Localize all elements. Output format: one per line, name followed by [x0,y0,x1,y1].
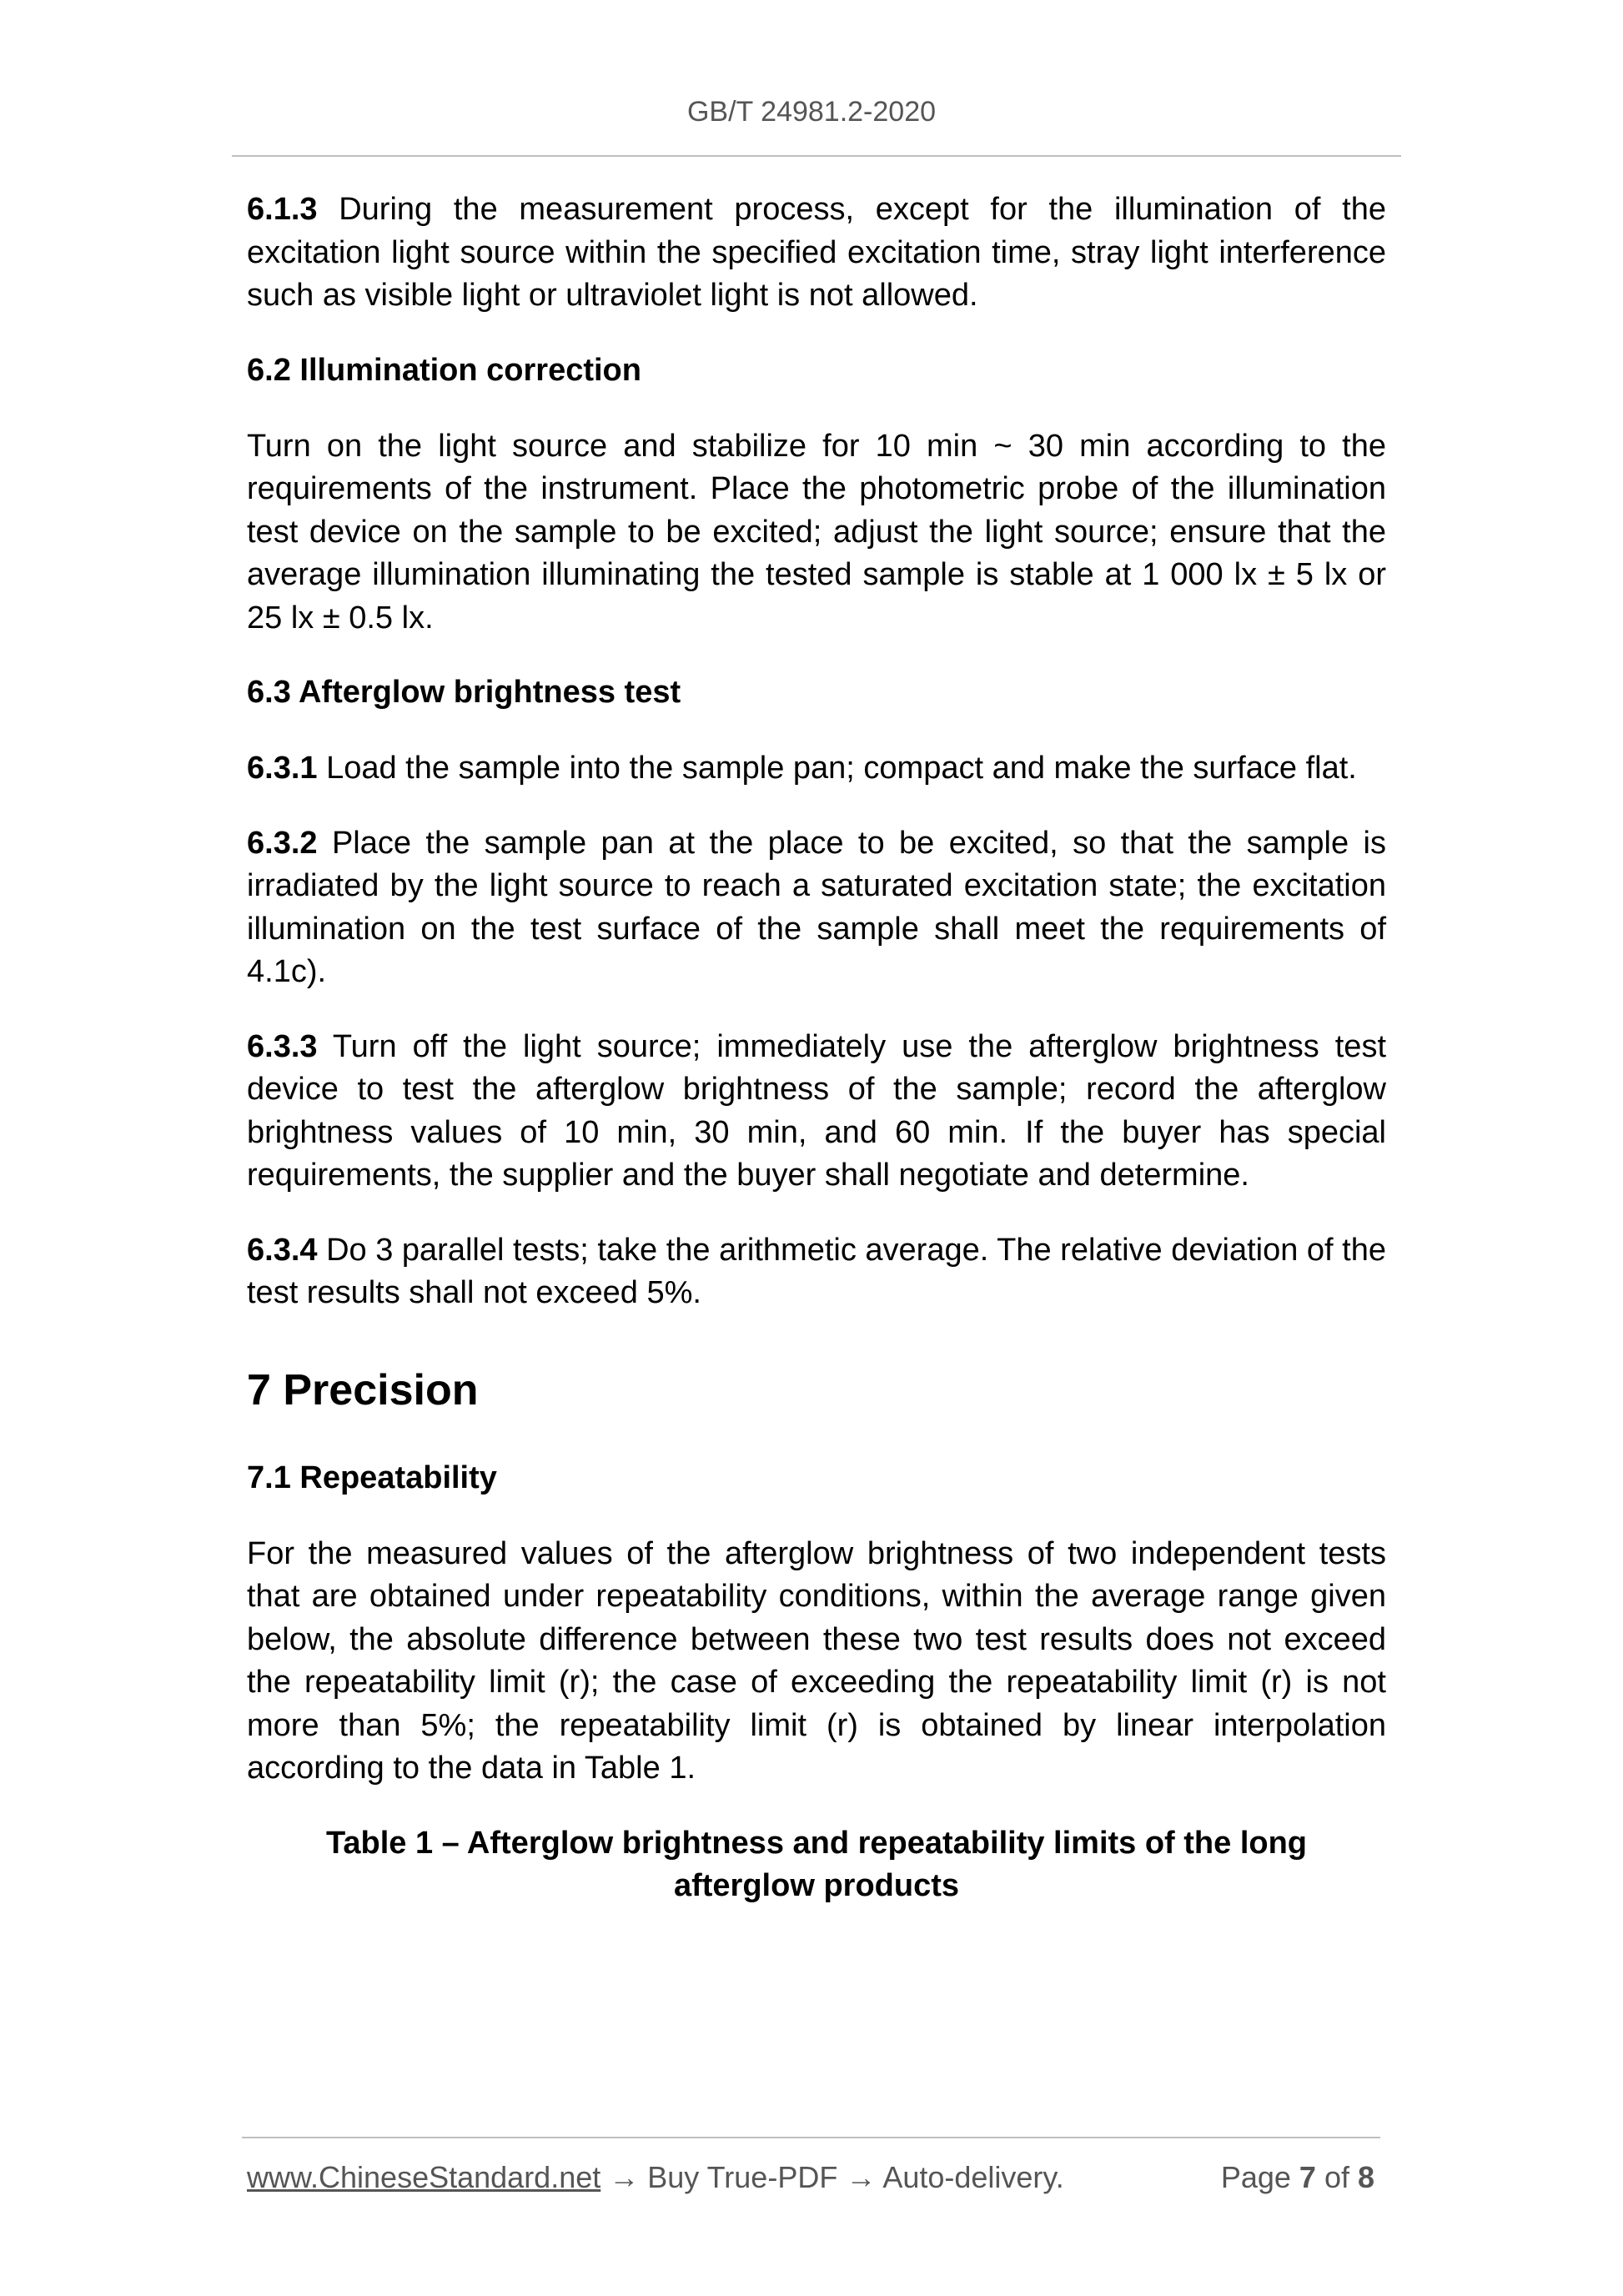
page-content [247,188,1386,1908]
clause-number: 6.3.3 [247,1028,318,1064]
header-divider [232,155,1401,157]
clause-6-1-3 [247,188,1386,318]
page-current: 7 [1299,2160,1316,2194]
heading-6-3: 6.3 Afterglow brightness test [247,675,681,710]
page-of: of [1315,2160,1358,2194]
page-number [1221,2160,1374,2195]
clause-text: Do 3 parallel tests; take the arithmetic average. The relative deviation of the test results shall not exceed 5%. [247,1232,1386,1310]
clause-text: Place the sample pan at the place to be excited, so that the sample is irradiated by the light source to reach a saturated excitation state; the excitation illumination on the test surface of the sample shall meet the requirements of 4.1c). [247,825,1386,989]
clause-number: 6.3.1 [247,751,318,786]
footer-divider [242,2137,1380,2138]
table-1-caption: Table 1 – Afterglow brightness and repeatability limits of the long afterglow products [325,1825,1308,1903]
clause-6-2-body: Turn on the light source and stabilize for 10 min ~ 30 min according to the requirements of the instrument. Place the photometric probe of the illumination test device on the sample to be excited; adjust the light source; ensure that the average illumination illuminating the tested sample is stable at 1 000 lx ± 5 lx or 25 lx ± 0.5 lx. [247,428,1386,636]
clause-text: Load the sample into the sample pan; compact and make the surface flat. [317,751,1357,786]
clause-6-3-4 [247,1229,1386,1315]
clause-number: 6.1.3 [247,192,318,227]
clause-6-3-2 [247,822,1386,994]
document-id-header: GB/T 24981.2-2020 [686,96,937,128]
promo-text: → Buy True-PDF → Auto-delivery. [600,2160,1064,2194]
page-total: 8 [1357,2160,1374,2194]
page-footer [247,2160,1381,2195]
page-label: Page [1220,2160,1299,2194]
clause-7-1-body: For the measured values of the afterglow brightness of two independent tests that are obtained under repeatability conditions, within the average range given below, the absolute difference between these two test results does not exceed the repeatability limit (r); the case of exceeding the repeatability limit (r) is not more than 5%; the repeatability limit (r) is obtained by linear interpolation according to the data in Table 1. [247,1535,1386,1786]
heading-6-2: 6.2 Illumination correction [247,352,641,388]
heading-7-1: 7.1 Repeatability [247,1459,497,1495]
heading-7: 7 Precision [247,1365,479,1414]
website-link[interactable]: www.ChineseStandard.net [247,2160,601,2194]
clause-text: Turn off the light source; immediately use the afterglow brightness test device to test the afterglow brightness of the sample; record the afterglow brightness values of 10 min, 30 min, and 60 min. If the buyer has special requirements, the supplier and the buyer shall negotiate and determine. [247,1028,1386,1193]
clause-6-3-1 [247,747,1386,791]
clause-6-3-3 [247,1026,1386,1198]
clause-number: 6.3.2 [247,825,318,861]
clause-number: 6.3.4 [247,1232,318,1268]
clause-text: During the measurement process, except for the illumination of the excitation light source within the specified excitation time, stray light interference such as visible light or ultraviolet light is not allowed. [247,192,1386,313]
